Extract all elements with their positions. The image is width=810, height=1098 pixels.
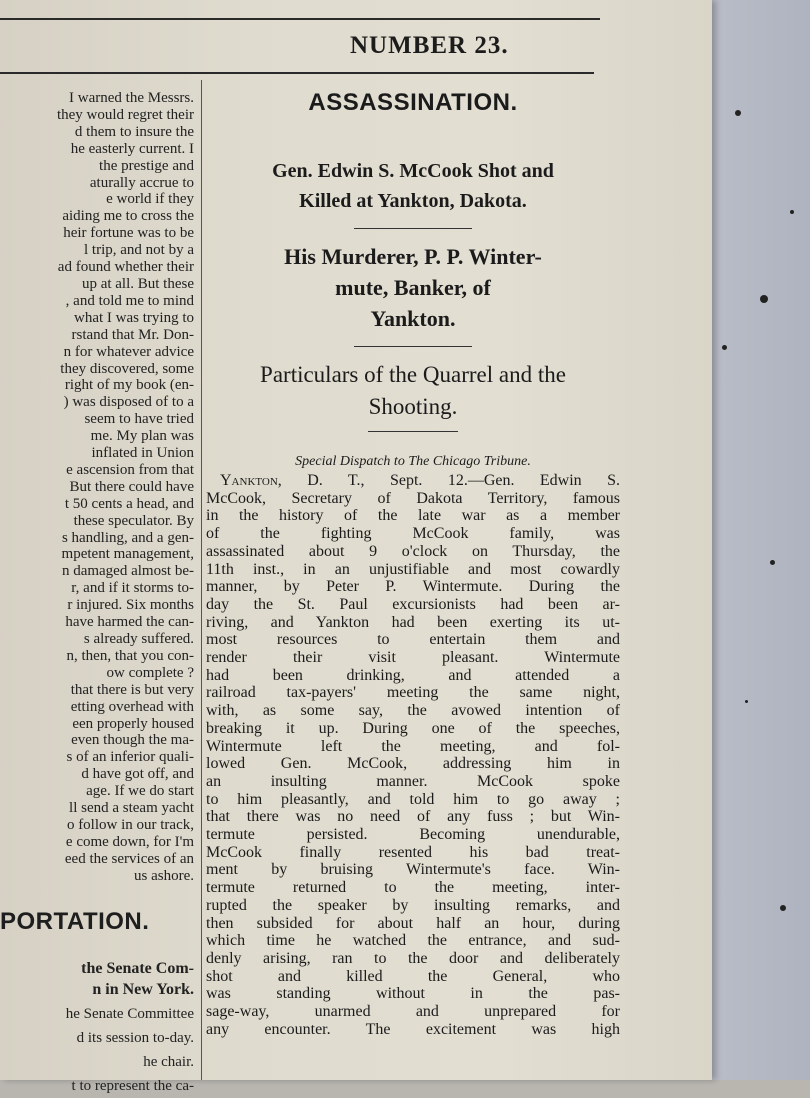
body-first-line: D. T., Sept. 12.—Gen. Edwin S. — [281, 472, 620, 489]
text-line: day the St. Paul excursionists had been ar- — [206, 595, 620, 613]
text-line: the prestige and — [99, 157, 194, 174]
text-line: sage-way, unarmed and unprepared for — [206, 1003, 620, 1021]
text-line: of the fighting McCook family, was — [206, 525, 620, 543]
text-line: us ashore. — [134, 867, 194, 884]
text-line: in the history of the late war as a member — [206, 507, 620, 525]
text-line: termute returned to the meeting, inter- — [206, 879, 620, 897]
dateline-place: Yankton, — [220, 472, 282, 489]
subhead-line: Gen. Edwin S. McCook Shot and — [272, 160, 554, 182]
article-subhead-3 — [206, 359, 620, 423]
text-line: manner, by Peter P. Wintermute. During the — [206, 578, 620, 596]
text-line: o follow in our track, — [66, 816, 194, 833]
subhead-line: His Murderer, P. P. Winter- — [284, 244, 542, 269]
text-line: have harmed the can- — [65, 614, 194, 631]
text-line: these speculator. By — [73, 512, 194, 529]
text-line: what I was trying to — [74, 309, 194, 326]
text-line: they discovered, some — [60, 360, 194, 377]
text-line: with, as some say, the avowed intention of — [206, 702, 620, 720]
text-line: any encounter. The excitement was high — [206, 1020, 620, 1038]
text-line: ow complete ? — [106, 664, 194, 681]
subhead-line: mute, Banker, of — [335, 275, 491, 300]
text-line: an insulting manner. McCook spoke — [206, 772, 620, 790]
text-line: rstand that Mr. Don- — [71, 326, 194, 343]
text-line: had been drinking, and attended a — [206, 666, 620, 684]
text-line: then subsided for about half an hour, during — [206, 914, 620, 932]
left-section-body — [0, 1002, 194, 1098]
text-line: that there was no need of any fuss ; but Win- — [206, 808, 620, 826]
article-body — [206, 472, 620, 1039]
text-line: ad found whether their — [57, 259, 194, 276]
text-line: t to represent the ca- — [71, 1078, 194, 1094]
text-line: railroad tax-payers' meeting the same night, — [206, 684, 620, 702]
text-line: ment by bruising Wintermute's face. Win- — [206, 861, 620, 879]
text-line: n for whatever advice — [63, 343, 194, 360]
speck — [745, 700, 748, 703]
subhead-line: Particulars of the Quarrel and the — [260, 362, 566, 387]
text-line: the Senate Com- — [81, 960, 194, 977]
text-line: McCook finally resented his bad treat- — [206, 843, 620, 861]
text-line: termute persisted. Becoming unendurable, — [206, 826, 620, 844]
speck — [760, 295, 768, 303]
column-rule — [201, 80, 202, 1080]
text-line: aiding me to cross the — [62, 208, 194, 225]
text-line: l trip, and not by a — [84, 242, 194, 259]
text-line: inflated in Union — [91, 445, 194, 462]
text-line: most resources to entertain them and — [206, 631, 620, 649]
text-line: age. If we do start — [86, 783, 194, 800]
text-line: 11th inst., in an unjustifiable and most cowardly — [206, 560, 620, 578]
text-line: n in New York. — [92, 981, 194, 998]
text-line: up at all. But these — [81, 275, 194, 292]
article-subhead-2 — [206, 241, 620, 334]
speck — [735, 110, 741, 116]
text-line: lowed Gen. McCook, addressing him in — [206, 755, 620, 773]
text-line: to him pleasantly, and told him to go away ; — [206, 790, 620, 808]
subhead-line: Shooting. — [368, 394, 458, 419]
text-line: n damaged almost be- — [61, 563, 194, 580]
text-line: right of my book (en- — [64, 377, 194, 394]
divider — [368, 431, 458, 432]
article — [206, 86, 620, 1039]
issue-number: NUMBER 23. — [350, 32, 509, 59]
text-line: rupted the speaker by insulting remarks, and — [206, 896, 620, 914]
text-line: me. My plan was — [90, 428, 194, 445]
speck — [770, 560, 775, 565]
text-line: r injured. Six months — [67, 597, 194, 614]
text-line: e world if they — [106, 191, 194, 208]
text-line: d them to insure the — [74, 123, 194, 140]
text-line: d have got off, and — [81, 766, 194, 783]
header-rule — [0, 72, 594, 74]
text-line: that there is but very — [70, 681, 194, 698]
text-line: een properly housed — [72, 715, 194, 732]
top-rule — [0, 18, 600, 20]
text-line: aturally accrue to — [89, 174, 194, 191]
dispatch-credit: Special Dispatch to The Chicago Tribune. — [295, 454, 531, 469]
left-section-subhead — [0, 958, 194, 1000]
text-line: breaking it up. During one of the speeches, — [206, 719, 620, 737]
text-line: ll send a steam yacht — [69, 800, 194, 817]
text-line: e come down, for I'm — [65, 833, 194, 850]
left-column-text — [0, 90, 194, 885]
text-line: I warned the Messrs. — [69, 90, 194, 106]
text-line: denly arising, ran to the door and deliberately — [206, 949, 620, 967]
text-line: he chair. — [143, 1054, 194, 1070]
text-line: , and told me to mind — [65, 292, 194, 309]
text-line: eed the services of an — [64, 850, 194, 867]
speck — [790, 210, 794, 214]
text-line: etting overhead with — [70, 698, 194, 715]
text-line: n, then, that you con- — [66, 647, 194, 664]
text-line: s already suffered. — [83, 631, 194, 647]
divider — [354, 346, 472, 347]
text-line: e ascension from that — [66, 461, 194, 478]
text-line: mpetent management, — [61, 546, 194, 563]
left-section-heading: PORTATION. — [0, 908, 150, 935]
body-line — [206, 472, 620, 490]
text-line: they would regret their — [56, 106, 194, 123]
text-line: McCook, Secretary of Dakota Territory, famous — [206, 489, 620, 507]
text-line: render their visit pleasant. Wintermute — [206, 649, 620, 667]
text-line: shot and killed the General, who — [206, 967, 620, 985]
text-line: assassinated about 9 o'clock on Thursday, the — [206, 542, 620, 560]
text-line: Wintermute left the meeting, and fol- — [206, 737, 620, 755]
speck — [722, 345, 727, 350]
text-line: he Senate Committee — [65, 1006, 194, 1022]
article-headline: ASSASSINATION. — [308, 89, 518, 116]
text-line: riving, and Yankton had been exerting its ut- — [206, 613, 620, 631]
subhead-line: Yankton. — [370, 306, 456, 331]
speck — [780, 905, 786, 911]
text-line: which time he watched the entrance, and sud- — [206, 932, 620, 950]
text-line: d its session to-day. — [76, 1030, 194, 1046]
divider — [354, 228, 472, 229]
text-line: t 50 cents a head, and — [64, 495, 194, 512]
text-line: was standing without in the pas- — [206, 985, 620, 1003]
text-line: even though the ma- — [71, 732, 194, 749]
text-line: r, and if it storms to- — [71, 580, 194, 597]
text-line: s handling, and a gen- — [61, 529, 194, 546]
text-line: heir fortune was to be — [63, 225, 194, 242]
subhead-line: Killed at Yankton, Dakota. — [299, 190, 527, 212]
text-line: he easterly current. I — [70, 140, 194, 157]
article-subhead — [206, 156, 620, 216]
text-line: seem to have tried — [84, 411, 194, 428]
text-line: But there could have — [69, 478, 194, 495]
text-line: ) was disposed of to a — [63, 394, 194, 411]
text-line: s of an inferior quali- — [66, 749, 194, 766]
